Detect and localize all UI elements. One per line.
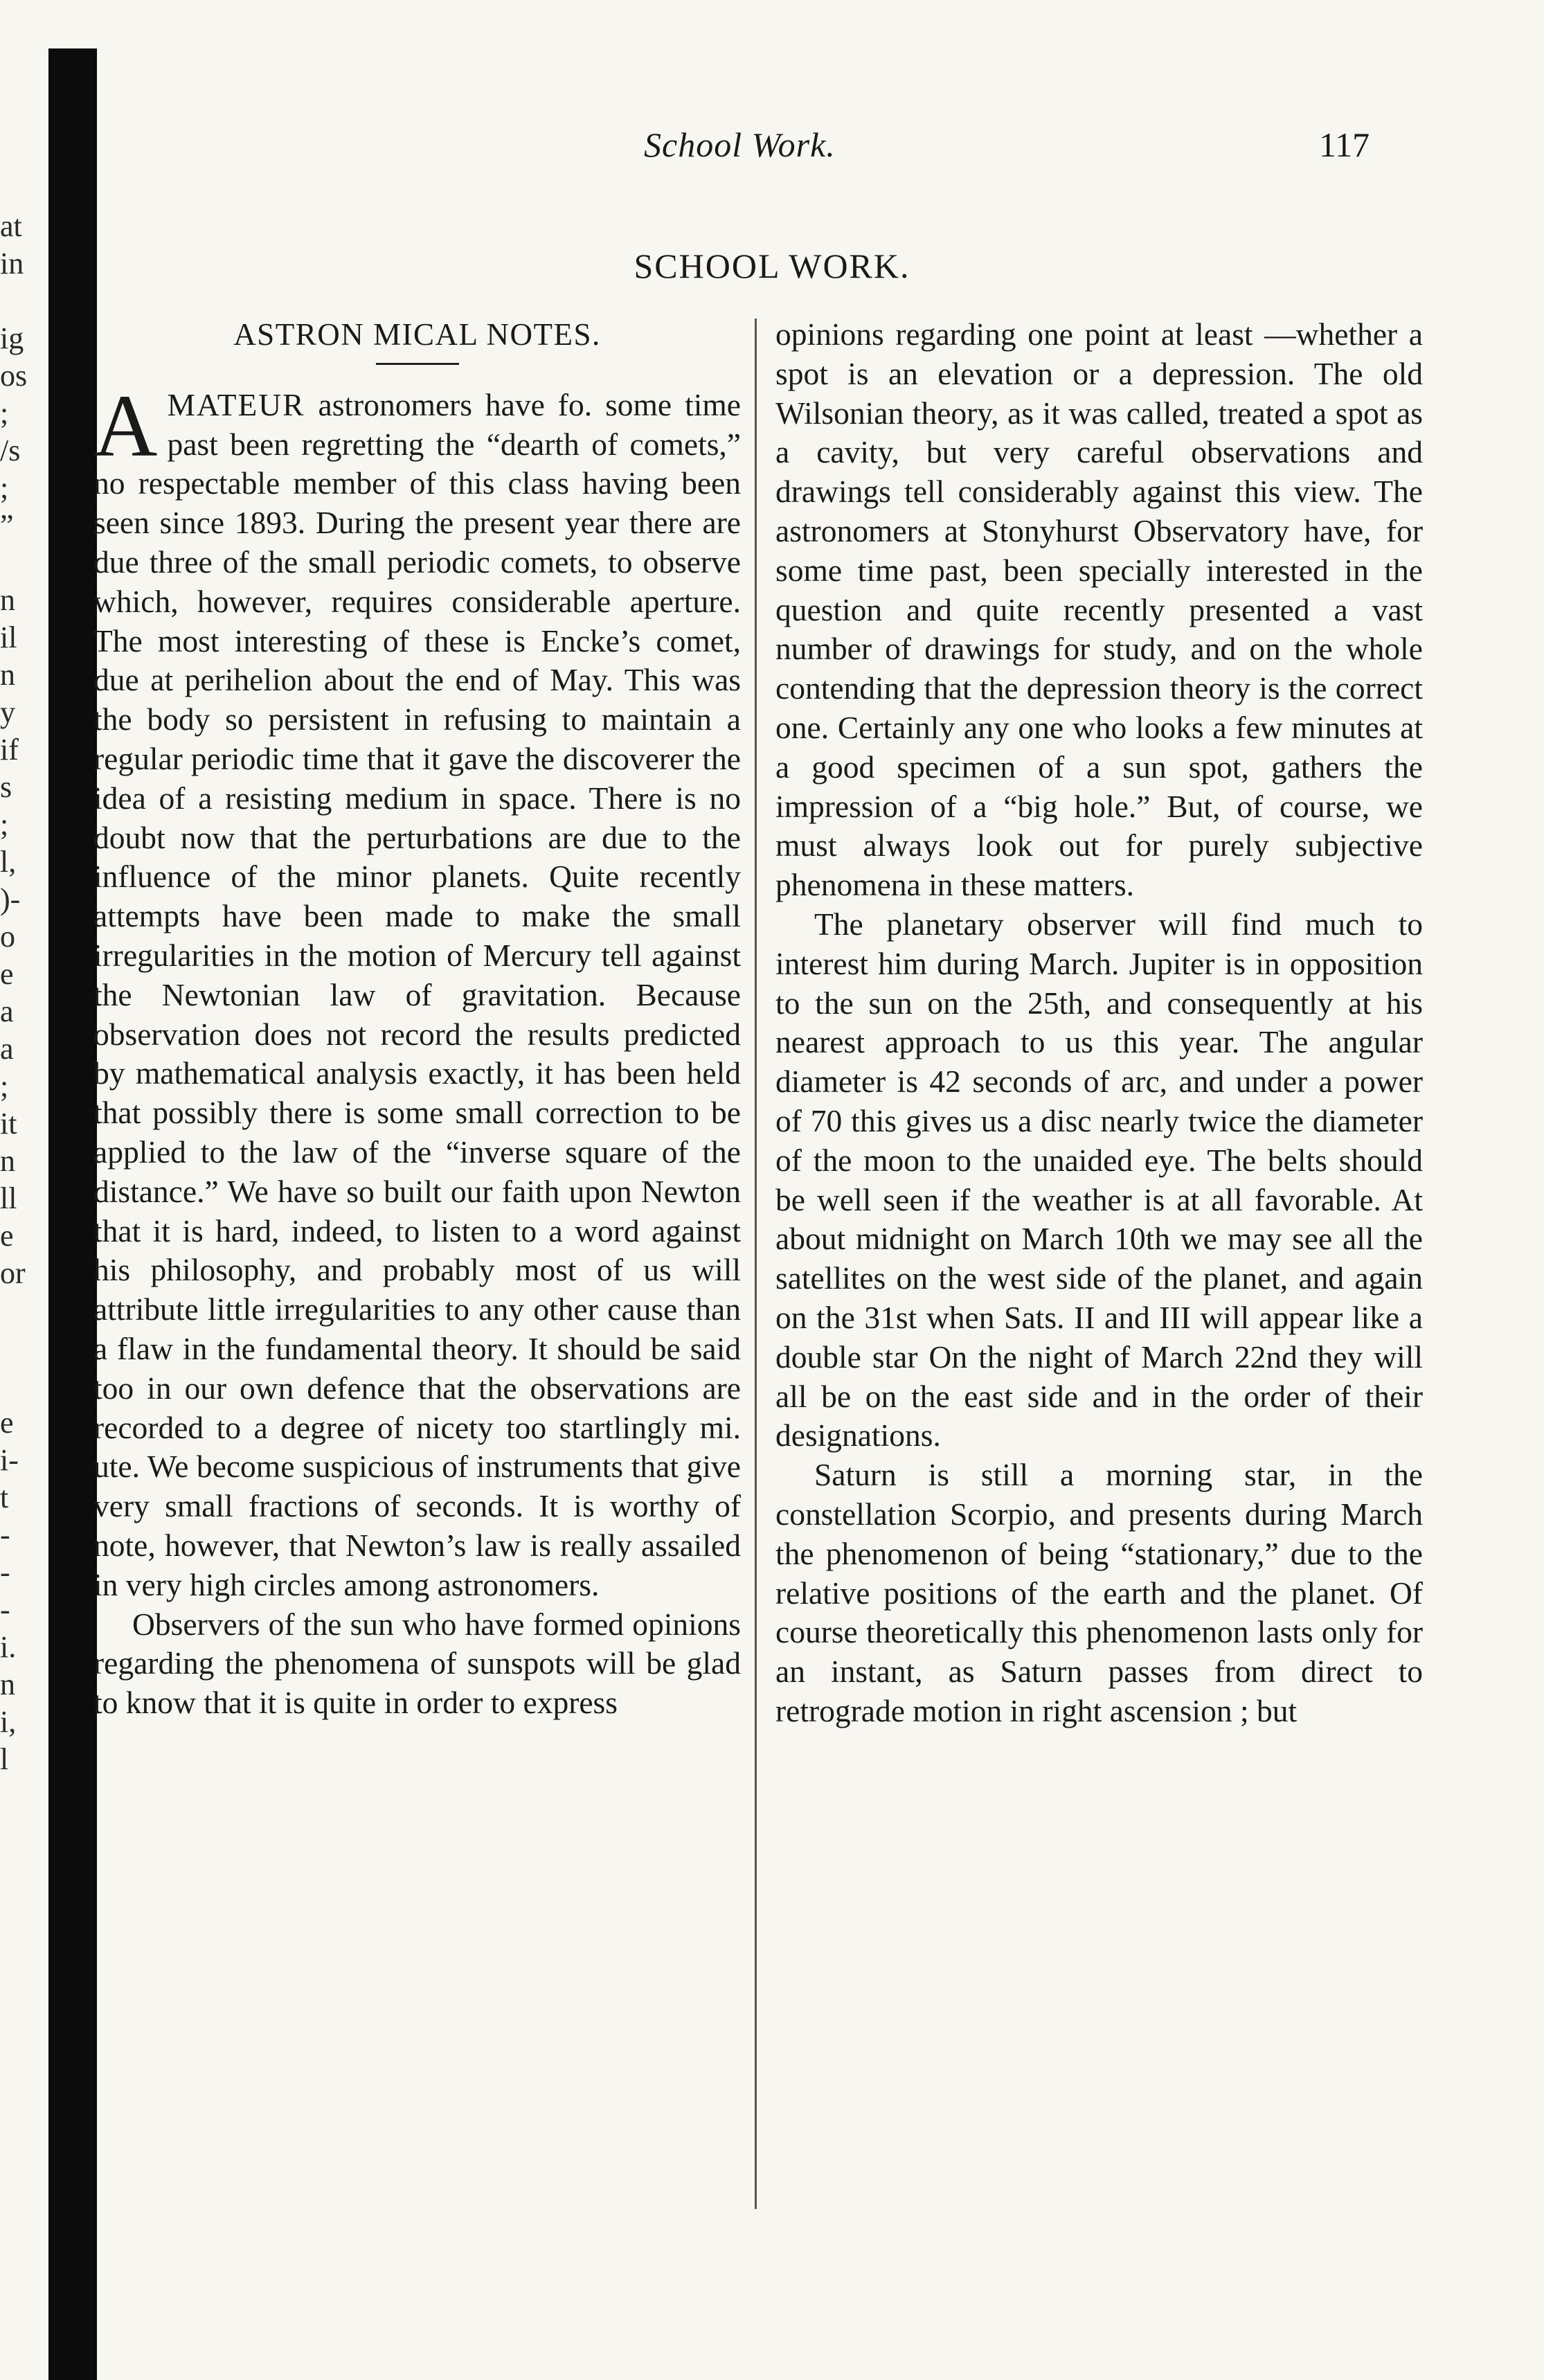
section-title: SCHOOL WORK. — [634, 247, 910, 285]
margin-fragment: s — [0, 770, 12, 804]
article-title: ASTRON MICAL NOTES. — [233, 317, 601, 352]
margin-fragment — [0, 1367, 46, 1404]
margin-fragment: l — [0, 1742, 9, 1776]
margin-fragment: n — [0, 658, 15, 692]
margin-fragment: - — [0, 1555, 10, 1589]
column-divider — [755, 319, 757, 2209]
first-word: MATEUR — [167, 386, 305, 422]
margin-fragment: in — [0, 247, 24, 280]
margin-fragment: e — [0, 1219, 14, 1253]
margin-fragment: os — [0, 359, 28, 393]
margin-fragment: - — [0, 1593, 10, 1627]
paragraph-observers-sun-continued: opinions regarding one point at least —whether a spot is an elevation or a depression. The old Wilsonian theory, as it was called, treated a spot as a cavity, but very careful observations and drawings tell considerably against this view. The astronomers at Stonyhurst Observatory have, for some time past, been specially interested in the question and quite recently presented a vast number of drawings for study, and on the whole contending that the depression theory is the correct one. Certainly any one who looks a few minutes at a good specimen of a sun spot, gathers the impression of a “big hole.” But, of course, we must always look out for purely subjective phenomena in these matters. — [775, 316, 1423, 903]
margin-fragment — [0, 544, 46, 582]
margin-fragment: or — [0, 1256, 26, 1290]
margin-fragment: - — [0, 1518, 10, 1552]
margin-fragment: i- — [0, 1443, 19, 1477]
margin-fragment: o — [0, 920, 15, 954]
paragraph-observers-sun-start: Observers of the sun who have formed opinions regarding the phenomena of sunspots will be glad to know that it is quite in order to express — [93, 1606, 741, 1721]
margin-fragment: a — [0, 1032, 14, 1066]
margin-fragment: ; — [0, 1069, 9, 1103]
paragraph-amateur-astronomers — [93, 376, 741, 1605]
page-number: 117 — [1319, 125, 1370, 164]
margin-fragment: ; — [0, 396, 9, 430]
margin-fragment: i. — [0, 1630, 17, 1664]
margin-fragment: /s — [0, 433, 21, 467]
margin-fragment: n — [0, 1144, 15, 1178]
adjacent-page-fragments — [0, 208, 46, 1778]
margin-fragment: ” — [0, 508, 14, 542]
book-spine-shadow — [48, 48, 97, 2380]
margin-fragment — [0, 1292, 46, 1330]
margin-fragment: i, — [0, 1705, 17, 1739]
paragraph-planetary-observer: The planetary observer will find much to interest him during March. Jupiter is in opposition to the sun on the 25th, and consequently at his nearest approach to us this year. The angular diameter is 42 seconds of arc, and under a power of 70 this gives us a disc nearly twice the diameter of the moon to the unaided eye. The belts should be well seen if the weather is at all favorable. At about midnight on March 10th we may see all the satellites on the west side of the planet, and again on the 31st when Sats. II and III will appear like a double star On the night of March 22nd they will all be on the east side and in the order of their designations. — [775, 906, 1423, 1453]
margin-fragment: ; — [0, 471, 9, 505]
margin-fragment: l, — [0, 845, 17, 879]
margin-fragment: il — [0, 620, 17, 654]
margin-fragment: n — [0, 583, 15, 617]
margin-fragment: if — [0, 733, 19, 767]
margin-fragment: at — [0, 209, 22, 243]
margin-fragment — [0, 1330, 46, 1367]
margin-fragment: e — [0, 1406, 14, 1440]
right-column — [775, 315, 1423, 1731]
margin-fragment: )- — [0, 882, 21, 916]
margin-fragment: ; — [0, 807, 9, 841]
left-column — [93, 315, 741, 1723]
margin-fragment: t — [0, 1480, 9, 1514]
title-rule — [376, 363, 459, 365]
margin-fragment: e — [0, 957, 14, 991]
paragraph1-text: astronomers have fo. some time past been regretting the “dearth of comets,” no respectable member of this class having been seen since 1893. During the present year there are due three of the small periodic comets, to observe which, however, requires considerable aperture. The most interesting of these is Encke’s comet, due at perihelion about the end of May. This was the body so persistent in refusing to maintain a regular periodic time that it gave the discoverer the idea of a resisting medium in space. There is no doubt now that the perturbations are due to the influence of the minor planets. Quite recently attempts have been made to make the small irregularities in the motion of Mercury tell against the Newtonian law of gravitation. Because observation does not record the results predicted by mathematical analysis exactly, it has been held that possibly there is some small correction to be applied to the law of the “inverse square of the distance.” We have so built our faith upon Newton that it is hard, indeed, to listen to a word against his philosophy, and probably most of us will attribute little irregularities to any other cause than a flaw in the fundamental theory. It should be said too in our own defence that the observations are recorded to a degree of nicety too startlingly mi. ute. We become suspicious of instruments that give very small fractions of seconds. It is worthy of note, however, that Newton’s law is really assailed in very high circles among astronomers. — [93, 386, 741, 1602]
margin-fragment: ll — [0, 1181, 17, 1215]
margin-fragment: n — [0, 1667, 15, 1701]
margin-fragment: y — [0, 695, 15, 729]
running-head: School Work. — [644, 125, 836, 164]
margin-fragment: a — [0, 994, 14, 1028]
paragraph-saturn: Saturn is still a morning star, in the constellation Scorpio, and presents during March the phenomenon of being “stationary,” due to the relative positions of the earth and the planet. Of course theoretically this phenomenon lasts only for an instant, as Saturn passes from direct to retrograde motion in right ascension ; but — [775, 1457, 1423, 1728]
margin-fragment: ig — [0, 321, 24, 355]
drop-cap: A — [93, 376, 158, 475]
margin-fragment: it — [0, 1107, 17, 1140]
margin-fragment — [0, 283, 46, 320]
